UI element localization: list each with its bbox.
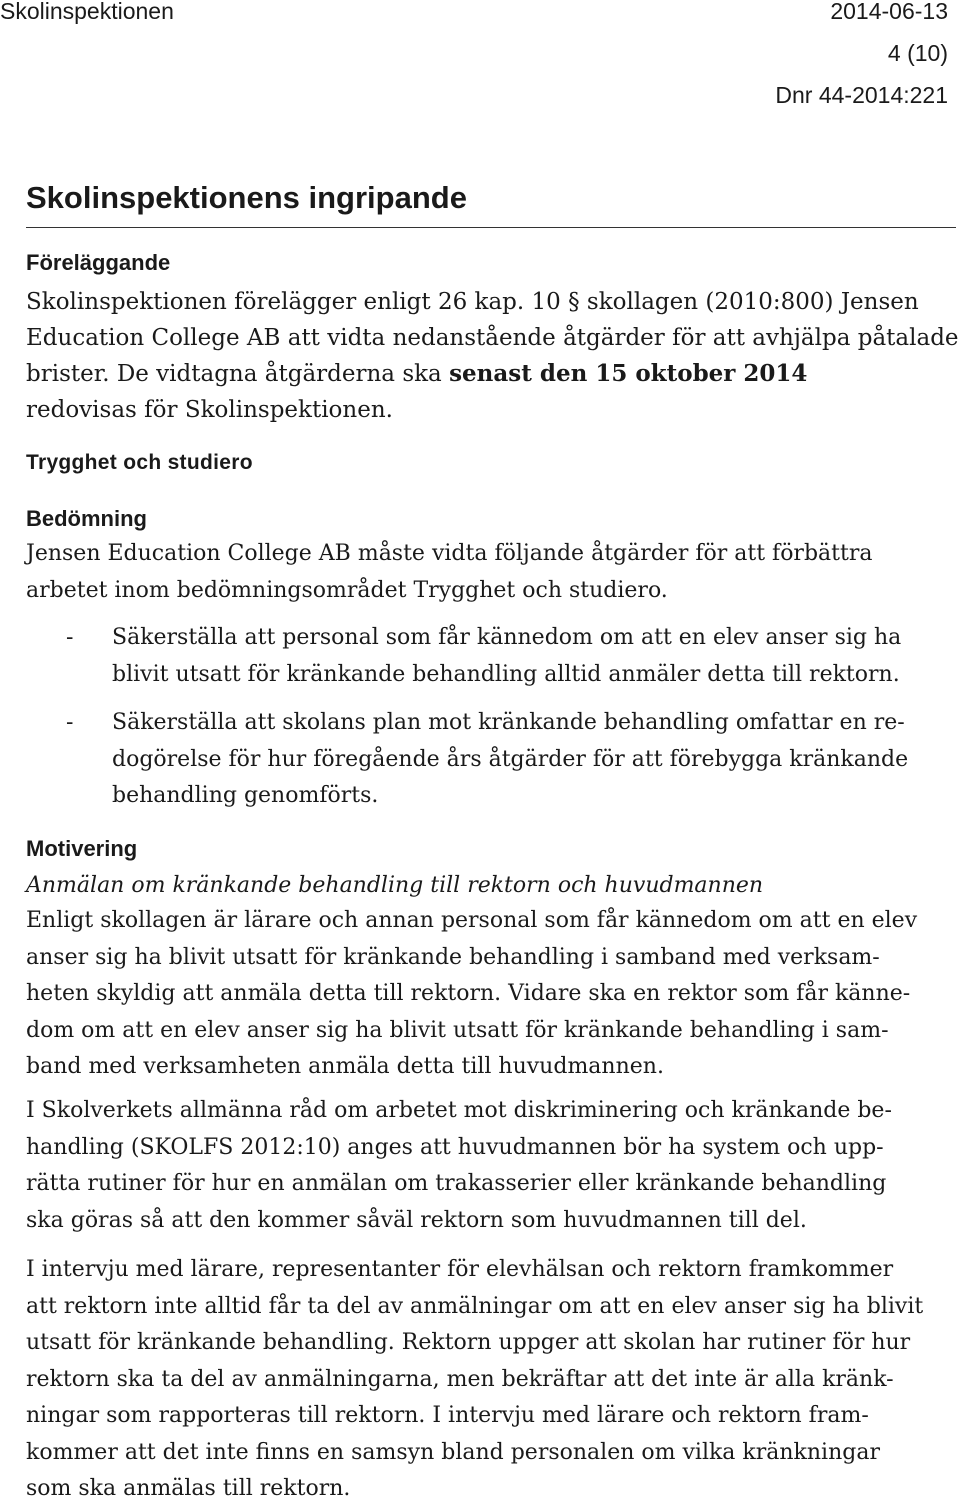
list-dash: - bbox=[66, 625, 74, 650]
deadline-text: senast den 15 oktober 2014 bbox=[449, 360, 808, 387]
text-line: Skolinspektionen förelägger enligt 26 kap. 10 § skollagen (2010:800) Jensen bbox=[26, 289, 919, 315]
page-number: 4 (10) bbox=[887, 40, 948, 66]
section-heading-forelaggande: Föreläggande bbox=[26, 250, 171, 275]
text-fragment: brister. De vidtagna åtgärderna ska bbox=[26, 361, 450, 387]
text-line: Jensen Education College AB måste vidta följande åtgärder för att förbättra bbox=[26, 541, 873, 566]
text-line: arbetet inom bedömningsområdet Trygghet och studiero. bbox=[26, 577, 668, 603]
text-line: Education College AB att vidta nedanstående åtgärder för att avhjälpa påtalade bbox=[26, 324, 959, 351]
text-line: att rektorn inte alltid får ta del av anmälningar om att en elev anser sig ha blivit bbox=[26, 1293, 924, 1319]
text-line: ska göras så att den kommer såväl rektorn som huvudmannen till del. bbox=[26, 1207, 807, 1233]
text-line: heten skyldig att anmäla detta till rektorn. Vidare ska en rektor som får känne- bbox=[26, 981, 911, 1006]
header-date: 2014-06-13 bbox=[830, 0, 948, 24]
text-line: band med verksamheten anmäla detta till huvudmannen. bbox=[26, 1054, 664, 1079]
text-line: Säkerställa att personal som får kännedom om att en elev anser sig ha bbox=[112, 625, 902, 650]
text-line: som ska anmälas till rektorn. bbox=[26, 1476, 351, 1501]
section-heading-bedomning: Bedömning bbox=[26, 506, 147, 531]
text-line: rektorn ska ta del av anmälningarna, men bekräftar att det inte är alla kränk- bbox=[26, 1366, 894, 1392]
header-organization: Skolinspektionen bbox=[0, 0, 174, 24]
text-line: behandling genomförts. bbox=[112, 783, 379, 808]
list-item bbox=[66, 620, 946, 694]
motivering-subheading: Anmälan om kränkande behandling till rektorn och huvudmannen bbox=[26, 873, 764, 898]
text-line: dogörelse för hur föregående års åtgärder för att förebygga kränkande bbox=[112, 746, 909, 772]
assessment-area-heading: Trygghet och studiero bbox=[26, 451, 253, 474]
text-line: blivit utsatt för kränkande behandling alltid anmäler detta till rektorn. bbox=[112, 661, 900, 687]
text-line: I intervju med lärare, representanter för elevhälsan och rektorn framkommer bbox=[26, 1257, 894, 1282]
motivering-paragraph-2 bbox=[26, 1093, 956, 1239]
text-line: rätta rutiner för hur en anmälan om trakasserier eller kränkande behandling bbox=[26, 1171, 887, 1196]
document-title: Skolinspektionens ingripande bbox=[26, 182, 956, 228]
list-item-text bbox=[112, 705, 908, 815]
text-line: utsatt för kränkande behandling. Rektorn uppger att skolan har rutiner för hur bbox=[26, 1330, 911, 1355]
text-line: ningar som rapporteras till rektorn. I intervju med lärare och rektorn fram- bbox=[26, 1403, 869, 1428]
list-item bbox=[66, 705, 946, 815]
section-heading-motivering: Motivering bbox=[26, 836, 138, 861]
text-line: handling (SKOLFS 2012:10) anges att huvudmannen bör ha system och upp- bbox=[26, 1134, 884, 1160]
text-line: Enligt skollagen är lärare och annan personal som får kännedom om att en elev bbox=[26, 908, 918, 933]
text-line: anser sig ha blivit utsatt för kränkande behandling i samband med verksam- bbox=[26, 944, 880, 970]
forelaggande-paragraph bbox=[26, 285, 959, 428]
bedomning-paragraph bbox=[26, 536, 956, 609]
text-line: dom om att en elev anser sig ha blivit utsatt för kränkande behandling i sam- bbox=[26, 1017, 889, 1043]
list-dash: - bbox=[66, 710, 74, 735]
diary-number: Dnr 44-2014:221 bbox=[775, 82, 948, 108]
motivering-paragraph-1 bbox=[26, 903, 956, 1086]
text-line: kommer att det inte finns en samsyn bland personalen om vilka kränkningar bbox=[26, 1439, 880, 1465]
text-line: Säkerställa att skolans plan mot kränkande behandling omfattar en re- bbox=[112, 710, 905, 735]
text-line: redovisas för Skolinspektionen. bbox=[26, 396, 393, 423]
motivering-paragraph-3 bbox=[26, 1252, 956, 1508]
text-line bbox=[26, 356, 956, 393]
text-line: I Skolverkets allmänna råd om arbetet mot diskriminering och kränkande be- bbox=[26, 1098, 892, 1123]
list-item-text bbox=[112, 620, 901, 693]
